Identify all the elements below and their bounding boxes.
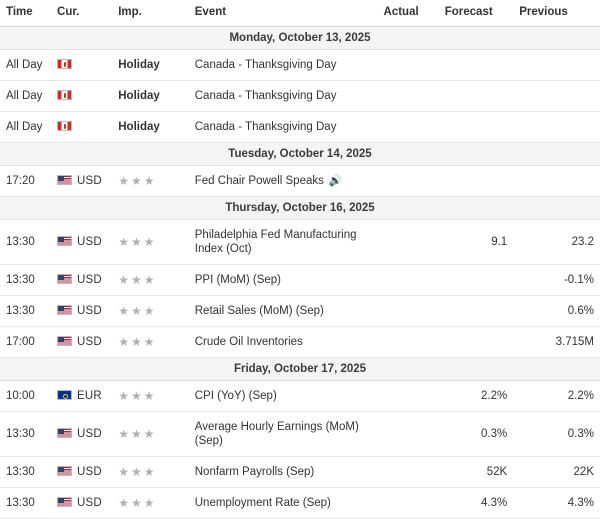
- event-time: All Day: [0, 81, 51, 112]
- date-group-header: [0, 197, 600, 220]
- importance-cell: [112, 81, 189, 112]
- actual-value: [378, 412, 439, 457]
- forecast-value: 2.2%: [439, 381, 513, 412]
- importance-cell: [112, 457, 189, 488]
- actual-value: [378, 265, 439, 296]
- star-icon: ★: [118, 173, 131, 188]
- previous-value: 0.6%: [513, 296, 600, 327]
- event-cell[interactable]: [189, 81, 378, 112]
- star-icon: ★: [143, 272, 157, 287]
- actual-value: [378, 327, 439, 358]
- event-cell[interactable]: [189, 327, 378, 358]
- date-group-header: [0, 27, 600, 50]
- event-time: 17:00: [0, 327, 51, 358]
- event-cell[interactable]: [189, 112, 378, 143]
- table-row[interactable]: [0, 81, 600, 112]
- currency-code: USD: [77, 274, 102, 286]
- star-icon: ★: [131, 234, 144, 249]
- star-icon: ★: [131, 334, 144, 349]
- date-group-label: Friday, October 17, 2025: [0, 358, 600, 381]
- table-row[interactable]: [0, 488, 600, 519]
- actual-value: [378, 457, 439, 488]
- star-icon: ★: [118, 334, 131, 349]
- forecast-value: [439, 166, 513, 197]
- importance-stars: [118, 272, 157, 287]
- importance-cell: [112, 327, 189, 358]
- importance-stars: [118, 426, 157, 441]
- forecast-value: [439, 265, 513, 296]
- importance-cell: [112, 265, 189, 296]
- importance-cell: [112, 112, 189, 143]
- column-header-time[interactable]: Time: [0, 0, 51, 27]
- event-name[interactable]: Canada - Thanksgiving Day: [194, 59, 337, 71]
- forecast-value: 4.3%: [439, 488, 513, 519]
- actual-value: [378, 166, 439, 197]
- event-time: 13:30: [0, 265, 51, 296]
- usa-flag-icon: [57, 336, 72, 346]
- event-cell[interactable]: [189, 166, 378, 197]
- star-icon: ★: [118, 464, 131, 479]
- event-cell[interactable]: [189, 50, 378, 81]
- table-row[interactable]: [0, 50, 600, 81]
- star-icon: ★: [118, 234, 131, 249]
- table-row[interactable]: [0, 296, 600, 327]
- star-icon: ★: [143, 173, 157, 188]
- star-icon: ★: [143, 495, 157, 510]
- holiday-label: Holiday: [118, 121, 160, 133]
- table-row[interactable]: [0, 412, 600, 457]
- event-cell[interactable]: [189, 412, 378, 457]
- date-group-header: [0, 143, 600, 166]
- importance-stars: [118, 303, 157, 318]
- importance-stars: [118, 334, 157, 349]
- actual-value: [378, 296, 439, 327]
- event-cell[interactable]: [189, 265, 378, 296]
- currency-cell: [51, 220, 112, 265]
- event-cell[interactable]: [189, 488, 378, 519]
- currency-cell: [51, 296, 112, 327]
- star-icon: ★: [131, 495, 144, 510]
- importance-stars: [118, 173, 157, 188]
- previous-value: 0.3%: [513, 412, 600, 457]
- previous-value: 3.715M: [513, 327, 600, 358]
- table-row[interactable]: [0, 166, 600, 197]
- currency-cell: [51, 112, 112, 143]
- importance-stars: [118, 388, 157, 403]
- actual-value: [378, 220, 439, 265]
- usa-flag-icon: [57, 274, 72, 284]
- event-time: 13:30: [0, 412, 51, 457]
- forecast-value: 9.1: [439, 220, 513, 265]
- event-time: All Day: [0, 50, 51, 81]
- table-row[interactable]: [0, 112, 600, 143]
- event-cell[interactable]: [189, 457, 378, 488]
- event-cell[interactable]: [189, 296, 378, 327]
- usa-flag-icon: [57, 497, 72, 507]
- column-header-importance[interactable]: Imp.: [112, 0, 189, 27]
- forecast-value: 0.3%: [439, 412, 513, 457]
- currency-code: EUR: [77, 390, 102, 402]
- previous-value: 2.2%: [513, 381, 600, 412]
- currency-cell: [51, 50, 112, 81]
- event-name[interactable]: PPI (MoM) (Sep): [194, 274, 282, 286]
- importance-stars: [118, 234, 157, 249]
- column-header-currency[interactable]: Cur.: [51, 0, 112, 27]
- star-icon: ★: [143, 334, 157, 349]
- importance-cell: [112, 381, 189, 412]
- currency-cell: [51, 457, 112, 488]
- actual-value: [378, 112, 439, 143]
- previous-value: -0.1%: [513, 265, 600, 296]
- forecast-value: [439, 50, 513, 81]
- importance-stars: [118, 464, 157, 479]
- forecast-value: [439, 81, 513, 112]
- event-name[interactable]: Canada - Thanksgiving Day: [194, 121, 337, 133]
- event-name[interactable]: Unemployment Rate (Sep): [194, 497, 331, 509]
- event-time: 13:30: [0, 488, 51, 519]
- event-time: All Day: [0, 112, 51, 143]
- previous-value: [513, 112, 600, 143]
- date-group-label: Thursday, October 16, 2025: [0, 197, 600, 220]
- column-header-event[interactable]: Event: [189, 0, 378, 27]
- date-group-label: Monday, October 13, 2025: [0, 27, 600, 50]
- holiday-label: Holiday: [118, 90, 160, 102]
- table-row[interactable]: [0, 381, 600, 412]
- star-icon: ★: [131, 272, 144, 287]
- date-group-label: Tuesday, October 14, 2025: [0, 143, 600, 166]
- currency-cell: [51, 381, 112, 412]
- canada-flag-icon: [57, 59, 72, 69]
- speaker-audio-icon[interactable]: 🔊: [328, 175, 343, 187]
- currency-cell: [51, 265, 112, 296]
- currency-code: USD: [77, 497, 102, 509]
- currency-code: USD: [77, 236, 102, 248]
- table-row[interactable]: [0, 265, 600, 296]
- date-group-header: [0, 358, 600, 381]
- actual-value: [378, 488, 439, 519]
- importance-cell: [112, 296, 189, 327]
- currency-code: USD: [77, 428, 102, 440]
- column-header-forecast[interactable]: Forecast: [439, 0, 513, 27]
- previous-value: 22K: [513, 457, 600, 488]
- event-cell[interactable]: [189, 381, 378, 412]
- event-name[interactable]: Philadelphia Fed Manufacturing Index (Oct): [194, 229, 357, 255]
- importance-stars: [118, 495, 157, 510]
- usa-flag-icon: [57, 466, 72, 476]
- star-icon: ★: [131, 388, 144, 403]
- table-header: [0, 0, 600, 27]
- event-name[interactable]: Average Hourly Earnings (MoM) (Sep): [194, 421, 359, 447]
- previous-value: 23.2: [513, 220, 600, 265]
- importance-cell: [112, 220, 189, 265]
- previous-value: [513, 50, 600, 81]
- forecast-value: [439, 296, 513, 327]
- star-icon: ★: [131, 173, 144, 188]
- forecast-value: [439, 112, 513, 143]
- star-icon: ★: [118, 303, 131, 318]
- previous-value: 4.3%: [513, 488, 600, 519]
- currency-code: USD: [77, 175, 102, 187]
- canada-flag-icon: [57, 121, 72, 131]
- forecast-value: 52K: [439, 457, 513, 488]
- currency-cell: [51, 81, 112, 112]
- importance-cell: [112, 488, 189, 519]
- previous-value: [513, 81, 600, 112]
- actual-value: [378, 50, 439, 81]
- currency-cell: [51, 327, 112, 358]
- table-row[interactable]: [0, 457, 600, 488]
- currency-code: USD: [77, 305, 102, 317]
- star-icon: ★: [118, 426, 131, 441]
- column-header-previous[interactable]: Previous: [513, 0, 600, 27]
- event-name[interactable]: Retail Sales (MoM) (Sep): [194, 305, 324, 317]
- event-time: 13:30: [0, 457, 51, 488]
- event-name[interactable]: Canada - Thanksgiving Day: [194, 90, 337, 102]
- forecast-value: [439, 327, 513, 358]
- star-icon: ★: [143, 303, 157, 318]
- table-row[interactable]: [0, 220, 600, 265]
- holiday-label: Holiday: [118, 59, 160, 71]
- event-cell[interactable]: [189, 220, 378, 265]
- star-icon: ★: [143, 388, 157, 403]
- column-header-actual[interactable]: Actual: [378, 0, 439, 27]
- event-time: 17:20: [0, 166, 51, 197]
- event-time: 13:30: [0, 220, 51, 265]
- usa-flag-icon: [57, 236, 72, 246]
- importance-cell: [112, 412, 189, 457]
- star-icon: ★: [118, 388, 131, 403]
- usa-flag-icon: [57, 175, 72, 185]
- usa-flag-icon: [57, 428, 72, 438]
- previous-value: [513, 166, 600, 197]
- star-icon: ★: [143, 426, 157, 441]
- eu-flag-icon: [57, 390, 72, 400]
- star-icon: ★: [118, 272, 131, 287]
- star-icon: ★: [143, 234, 157, 249]
- star-icon: ★: [131, 464, 144, 479]
- table-row[interactable]: [0, 327, 600, 358]
- star-icon: ★: [118, 495, 131, 510]
- event-time: 10:00: [0, 381, 51, 412]
- currency-cell: [51, 166, 112, 197]
- event-name[interactable]: CPI (YoY) (Sep): [194, 390, 277, 402]
- usa-flag-icon: [57, 305, 72, 315]
- importance-cell: [112, 166, 189, 197]
- star-icon: ★: [131, 303, 144, 318]
- table-body: [0, 27, 600, 519]
- actual-value: [378, 381, 439, 412]
- currency-cell: [51, 412, 112, 457]
- event-name[interactable]: Fed Chair Powell Speaks: [194, 175, 324, 187]
- canada-flag-icon: [57, 90, 72, 100]
- currency-code: USD: [77, 336, 102, 348]
- event-name[interactable]: Nonfarm Payrolls (Sep): [194, 466, 315, 478]
- actual-value: [378, 81, 439, 112]
- importance-cell: [112, 50, 189, 81]
- star-icon: ★: [131, 426, 144, 441]
- event-name[interactable]: Crude Oil Inventories: [194, 336, 303, 348]
- star-icon: ★: [143, 464, 157, 479]
- currency-cell: [51, 488, 112, 519]
- event-time: 13:30: [0, 296, 51, 327]
- currency-code: USD: [77, 466, 102, 478]
